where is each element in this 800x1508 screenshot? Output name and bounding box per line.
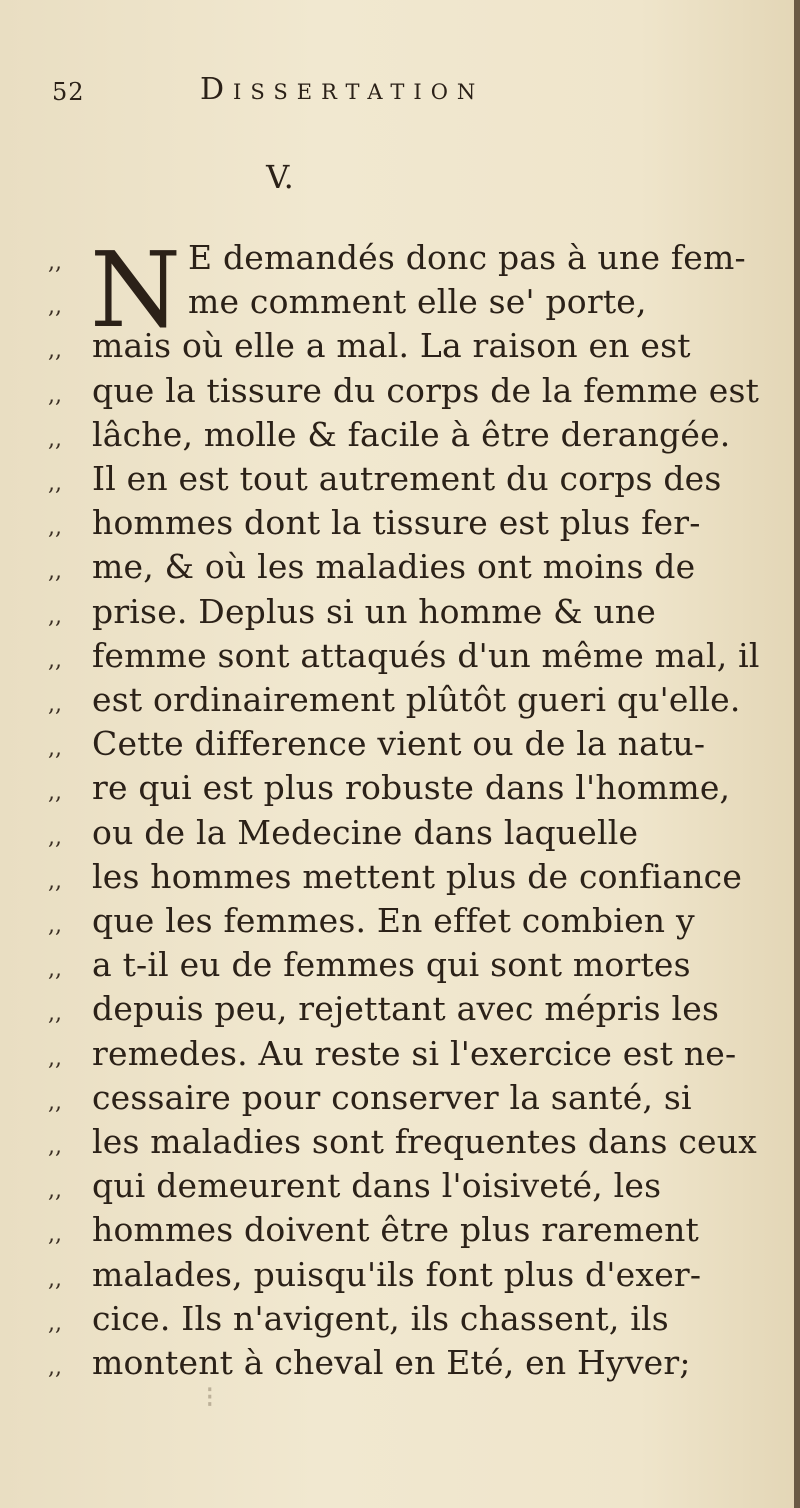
quotation-mark: ,, [48, 1355, 62, 1380]
line-text: que la tissure du corps de la femme est [92, 370, 760, 410]
text-line [0, 1164, 800, 1208]
text-line [0, 943, 800, 987]
text-line [0, 590, 800, 634]
line-text: cice. Ils n'avigent, ils chassent, ils [92, 1298, 669, 1338]
line-text: hommes doivent être plus rarement [92, 1210, 700, 1250]
running-title: Dissertation [200, 72, 485, 107]
text-line [0, 678, 800, 722]
text-line [0, 987, 800, 1031]
line-text: que les femmes. En effet combien y [92, 901, 695, 940]
text-line [0, 501, 800, 545]
line-text: re qui est plus robuste dans l'homme, [92, 768, 731, 808]
quotation-mark: ,, [48, 1178, 62, 1204]
text-line [0, 899, 800, 943]
section-number: V. [266, 158, 294, 196]
line-text: les maladies sont frequentes dans ceux [92, 1122, 757, 1161]
line-text: lâche, molle & facile à être derangée. [92, 414, 731, 454]
text-line [0, 324, 800, 368]
quotation-mark: ,, [48, 559, 62, 585]
quotation-mark: ,, [48, 692, 62, 717]
line-text: mais où elle a mal. La raison en est [92, 326, 691, 366]
library-stamp-mark: ⁝ [205, 1380, 215, 1415]
quotation-mark: ,, [48, 1045, 62, 1071]
quotation-mark: ,, [48, 913, 62, 938]
quotation-mark: ,, [48, 338, 62, 364]
text-line [0, 634, 800, 678]
quotation-mark: ,, [48, 294, 62, 320]
text-line [0, 1253, 800, 1297]
line-text: depuis peu, rejettant avec mépris les [92, 989, 720, 1029]
text-line [0, 1120, 800, 1164]
quotation-mark: ,, [48, 1001, 62, 1027]
line-text: les hommes mettent plus de confiance [92, 856, 743, 896]
line-text: Il en est tout autrement du corps des [92, 459, 722, 498]
quotation-mark: ,, [48, 250, 62, 275]
line-text: hommes dont la tissure est plus fer- [92, 503, 701, 543]
line-text: est ordinairement plûtôt gueri qu'elle. [92, 680, 741, 719]
line-text: a t-il eu de femmes qui sont mortes [92, 945, 691, 985]
page-number: 52 [52, 78, 85, 106]
line-text: me, & où les maladies ont moins de [92, 547, 696, 587]
line-text: qui demeurent dans l'oisiveté, les [92, 1166, 662, 1206]
quotation-mark: ,, [48, 603, 62, 629]
text-line [0, 457, 800, 501]
text-line [0, 236, 800, 280]
text-line [0, 545, 800, 589]
quotation-mark: ,, [48, 1089, 62, 1115]
quotation-mark: ,, [48, 426, 62, 452]
line-text: Cette difference vient ou de la natu- [92, 724, 706, 764]
line-text: me comment elle se' porte, [188, 282, 647, 322]
quotation-mark: ,, [48, 515, 62, 541]
quotation-mark: ,, [48, 1134, 62, 1159]
line-text: malades, puisqu'ils font plus d'exer- [92, 1254, 702, 1294]
text-line [0, 722, 800, 766]
page-header [42, 72, 762, 112]
text-line [0, 413, 800, 457]
drop-cap: N [90, 229, 181, 351]
quotation-mark: ,, [48, 382, 62, 408]
quotation-mark: ,, [48, 1310, 62, 1336]
quotation-mark: ,, [48, 1266, 62, 1292]
text-line [0, 855, 800, 899]
line-text: montent à cheval en Eté, en Hyver; [92, 1343, 691, 1382]
line-text: femme sont attaqués d'un même mal, il [92, 635, 760, 675]
text-line [0, 1297, 800, 1341]
text-line [0, 1076, 800, 1120]
quotation-mark: ,, [48, 868, 62, 894]
text-line [0, 811, 800, 855]
text-line [0, 1032, 800, 1076]
quotation-mark: ,, [48, 471, 62, 496]
line-text: cessaire pour conserver la santé, si [92, 1077, 692, 1117]
quotation-mark: ,, [48, 957, 62, 983]
text-line [0, 1208, 800, 1252]
text-line [0, 369, 800, 413]
text-line [0, 280, 800, 324]
quotation-mark: ,, [48, 647, 62, 673]
quotation-mark: ,, [48, 1222, 62, 1248]
quotation-mark: ,, [48, 780, 62, 806]
line-text: prise. Deplus si un homme & une [92, 591, 657, 631]
line-text: ou de la Medecine dans laquelle [92, 812, 639, 852]
quotation-mark: ,, [48, 736, 62, 762]
quotation-mark: ,, [48, 824, 62, 850]
text-line [0, 1341, 800, 1385]
line-text: remedes. Au reste si l'exercice est ne- [92, 1033, 737, 1073]
line-text: E demandés donc pas à une fem- [188, 238, 746, 277]
text-line [0, 766, 800, 810]
